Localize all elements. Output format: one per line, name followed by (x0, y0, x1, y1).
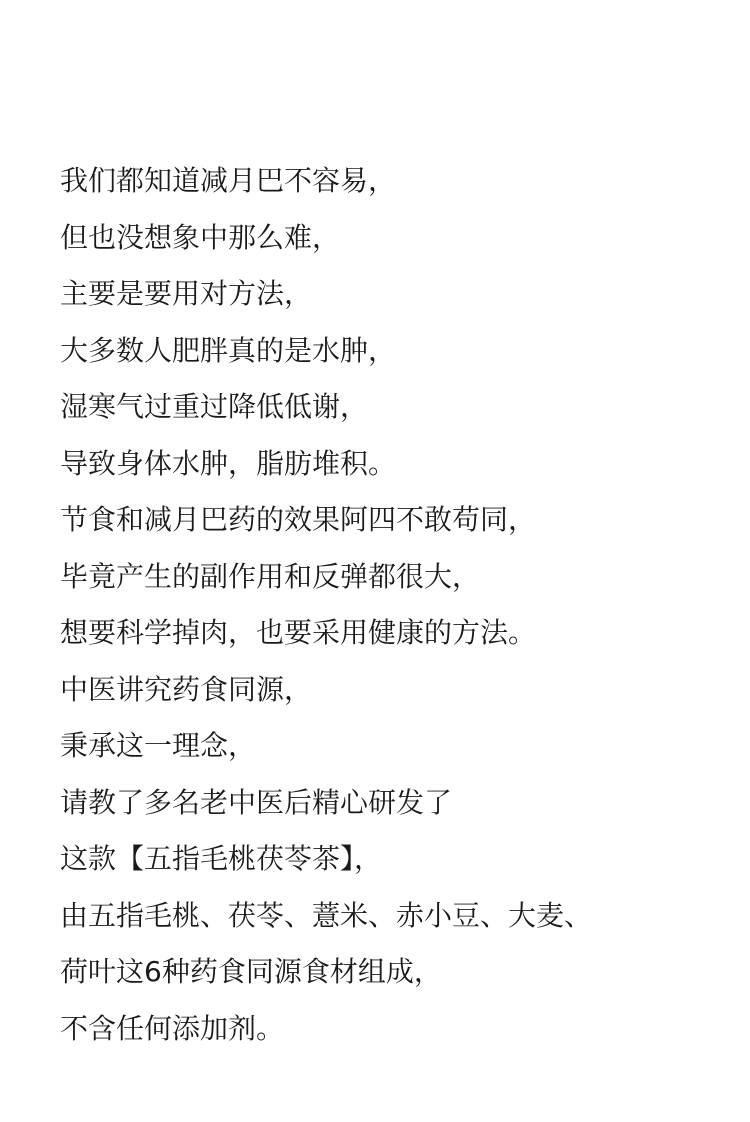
text-line-16: 不含任何添加剂。 (60, 1011, 285, 1045)
text-line-10: 中医讲究药食同源， (60, 672, 313, 706)
text-line-13: 这款【五指毛桃茯苓茶】， (60, 842, 383, 875)
text-line-3: 主要是要用对方法， (60, 277, 313, 310)
text-line-9: 想要科学掉肉，也要采用健康的方法。 (60, 616, 537, 649)
text-line-4: 大多数人肥胖真的是水肿， (60, 333, 397, 367)
text-line-14: 由五指毛桃、茯苓、薏米、赤小豆、大麦、 (60, 898, 593, 932)
text-line-5: 湿寒气过重过降低低谢， (60, 390, 369, 423)
text-line-8: 毕竟产生的副作用和反弹都很大， (60, 559, 481, 593)
text-line-11: 秉承这一理念， (60, 729, 257, 762)
article-text (60, 153, 740, 1057)
text-line-12: 请教了多名老中医后精心研发了 (60, 785, 453, 819)
text-line-7: 节食和减月巴药的效果阿四不敢苟同， (60, 503, 537, 536)
text-line-6: 导致身体水肿，脂肪堆积。 (60, 446, 397, 480)
text-line-1: 我们都知道减月巴不容易， (60, 164, 397, 197)
text-line-2: 但也没想象中那么难， (60, 220, 341, 254)
text-line-15: 荷叶这6种药食同源食材组成， (60, 955, 442, 988)
